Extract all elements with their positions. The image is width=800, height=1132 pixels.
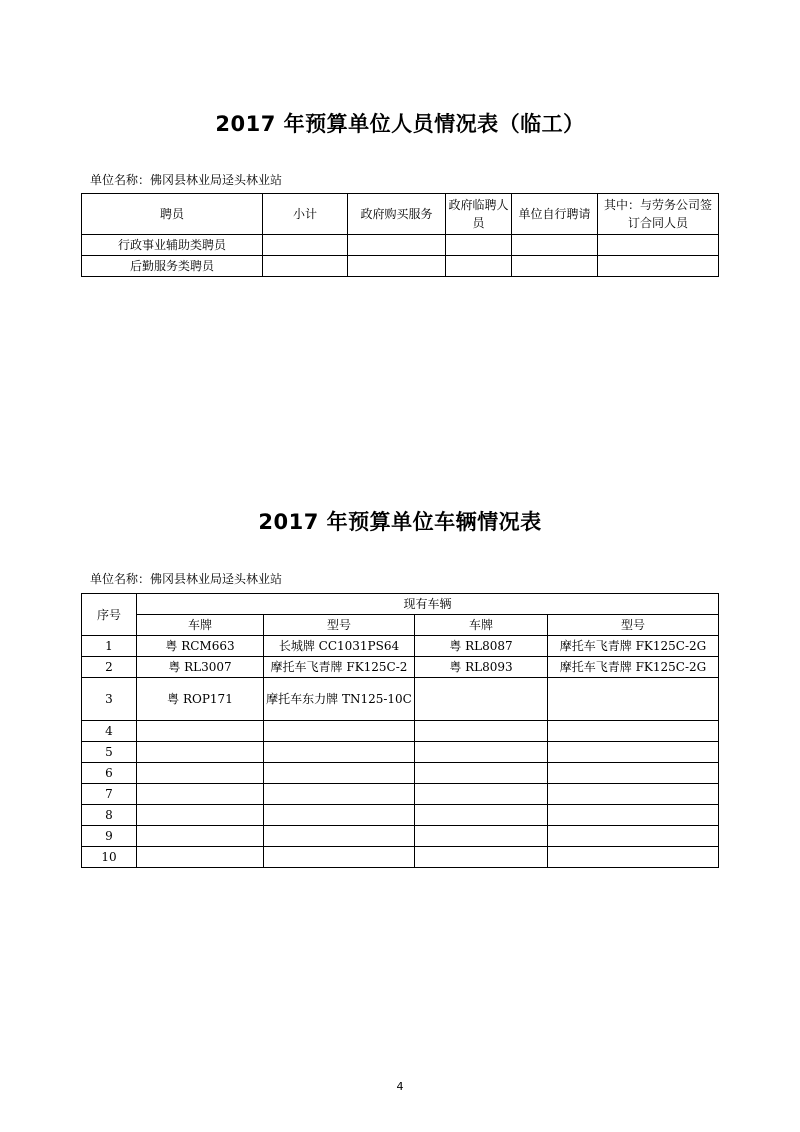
staff-unit-name: 单位名称：佛冈县林业局迳头林业站 — [90, 173, 283, 187]
plate-cell — [415, 678, 548, 721]
table-row — [82, 805, 719, 826]
plate-cell: 粤 RL8093 — [415, 657, 548, 678]
vehicle-unit-name: 单位名称：佛冈县林业局迳头林业站 — [90, 572, 283, 586]
row-index: 6 — [82, 763, 137, 784]
plate-cell — [415, 847, 548, 868]
model-cell — [548, 763, 719, 784]
row-index: 9 — [82, 826, 137, 847]
header-plate: 车牌 — [415, 615, 548, 636]
plate-cell: 粤 RCM663 — [137, 636, 264, 657]
model-cell — [264, 847, 415, 868]
row-index: 8 — [82, 805, 137, 826]
model-cell — [548, 826, 719, 847]
table-row — [82, 721, 719, 742]
staff-row-label: 行政事业辅助类聘员 — [82, 235, 263, 256]
header-staff: 聘员 — [82, 194, 263, 235]
row-index: 1 — [82, 636, 137, 657]
table-row — [82, 742, 719, 763]
plate-cell — [415, 742, 548, 763]
plate-cell — [415, 721, 548, 742]
row-index: 10 — [82, 847, 137, 868]
model-cell: 摩托车飞青牌 FK125C-2 — [264, 657, 415, 678]
model-cell — [264, 763, 415, 784]
model-cell — [264, 805, 415, 826]
plate-cell — [415, 763, 548, 784]
table-row — [82, 763, 719, 784]
header-subtotal: 小计 — [263, 194, 348, 235]
header-plate: 车牌 — [137, 615, 264, 636]
model-cell: 摩托车东力牌 TN125-10C — [264, 678, 415, 721]
header-current-vehicles: 现有车辆 — [137, 594, 719, 615]
page-number: 4 — [396, 1080, 404, 1093]
plate-cell — [137, 742, 264, 763]
vehicle-table — [81, 593, 719, 868]
vehicle-table-title: 2017 年预算单位车辆情况表 — [258, 510, 542, 534]
table-row — [82, 847, 719, 868]
plate-cell — [415, 805, 548, 826]
model-cell — [548, 678, 719, 721]
table-row — [82, 235, 719, 256]
model-cell — [548, 784, 719, 805]
model-cell — [264, 742, 415, 763]
staff-row-label: 后勤服务类聘员 — [82, 256, 263, 277]
model-cell: 长城牌 CC1031PS64 — [264, 636, 415, 657]
header-model: 型号 — [264, 615, 415, 636]
model-cell — [548, 721, 719, 742]
staff-header-row — [82, 194, 719, 235]
model-cell — [264, 721, 415, 742]
staff-table-title: 2017 年预算单位人员情况表（临工） — [215, 112, 585, 136]
plate-cell — [137, 721, 264, 742]
row-index: 3 — [82, 678, 137, 721]
table-row — [82, 678, 719, 721]
row-index: 5 — [82, 742, 137, 763]
vehicle-subheader-row — [82, 615, 719, 636]
staff-table — [81, 193, 719, 277]
table-row — [82, 636, 719, 657]
table-row — [82, 256, 719, 277]
header-model: 型号 — [548, 615, 719, 636]
plate-cell — [137, 805, 264, 826]
vehicle-header-row — [82, 594, 719, 615]
plate-cell — [137, 826, 264, 847]
row-index: 7 — [82, 784, 137, 805]
model-cell — [264, 784, 415, 805]
header-self-hired: 单位自行聘请 — [512, 194, 598, 235]
model-cell: 摩托车飞青牌 FK125C-2G — [548, 657, 719, 678]
table-row — [82, 826, 719, 847]
row-index: 2 — [82, 657, 137, 678]
header-labor-contract: 其中：与劳务公司签订合同人员 — [598, 194, 719, 235]
model-cell — [548, 847, 719, 868]
table-row — [82, 784, 719, 805]
model-cell: 摩托车飞青牌 FK125C-2G — [548, 636, 719, 657]
header-index: 序号 — [82, 594, 137, 636]
table-row — [82, 657, 719, 678]
model-cell — [548, 742, 719, 763]
plate-cell: 粤 RL8087 — [415, 636, 548, 657]
plate-cell: 粤 ROP171 — [137, 678, 264, 721]
row-index: 4 — [82, 721, 137, 742]
model-cell — [548, 805, 719, 826]
plate-cell — [137, 763, 264, 784]
plate-cell — [415, 784, 548, 805]
plate-cell — [137, 847, 264, 868]
plate-cell — [415, 826, 548, 847]
header-gov-purchase: 政府购买服务 — [348, 194, 446, 235]
header-gov-temp: 政府临聘人员 — [446, 194, 512, 235]
model-cell — [264, 826, 415, 847]
plate-cell — [137, 784, 264, 805]
plate-cell: 粤 RL3007 — [137, 657, 264, 678]
